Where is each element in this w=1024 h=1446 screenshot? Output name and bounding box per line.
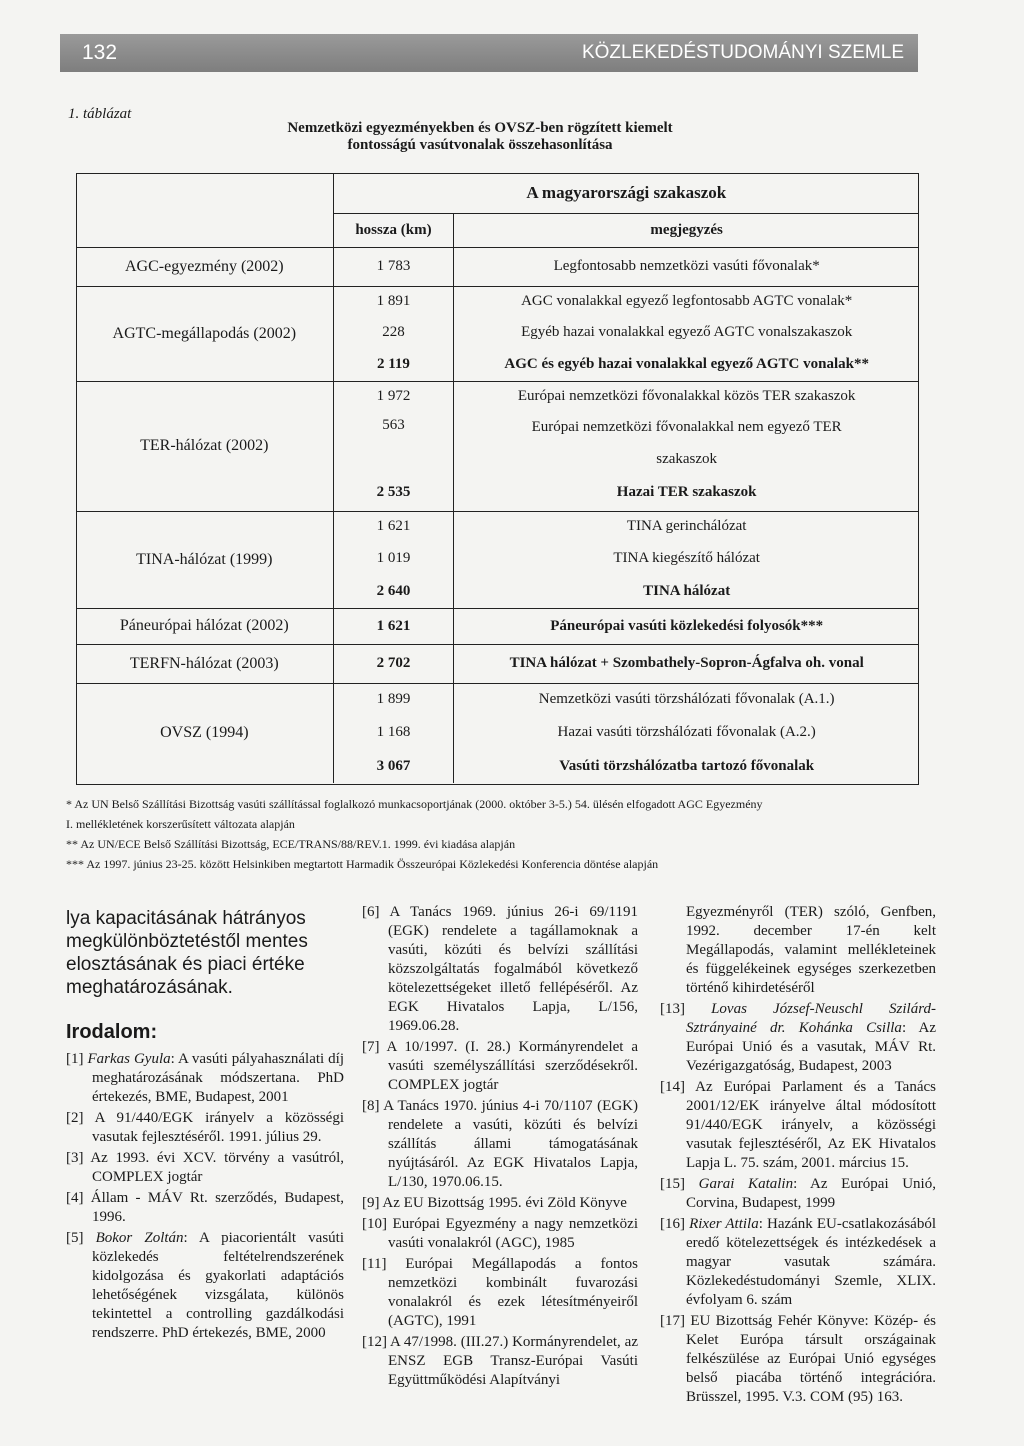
reference-item <box>66 1189 344 1227</box>
row-name: AGC-egyezmény (2002) <box>76 247 333 286</box>
table-footnotes <box>66 794 946 874</box>
table-row <box>76 381 919 411</box>
reference-item <box>66 1050 344 1107</box>
reference-text: Az 1993. évi XCV. törvény a vasútról, COMPLEX jogtár <box>90 1150 344 1185</box>
length-cell: 2 702 <box>333 644 454 683</box>
page-number: 132 <box>82 41 118 64</box>
reference-number: [17] <box>660 1313 691 1329</box>
note-cell: Páneurópai vasúti közlekedési folyosók*** <box>454 608 919 644</box>
group-header: A magyarországi szakaszok <box>333 173 919 213</box>
column-header-length: hossza (km) <box>333 213 454 247</box>
reference-item <box>66 1109 344 1147</box>
table-title <box>250 120 710 154</box>
length-cell: 2 535 <box>333 475 454 511</box>
reference-number: [1] <box>66 1051 88 1067</box>
journal-title: KÖZLEKEDÉSTUDOMÁNYI SZEMLE <box>581 42 904 63</box>
reference-text: A Tanács 1970. június 4-i 70/1107 (EGK) rendelete a vasúti, közúti és belvízi szállítás állami támogatásának nyújtásáról. Az EGK Hivatalos Lapja, L/130, 1970.06.15. <box>383 1098 638 1190</box>
length-cell: 2 119 <box>333 348 454 381</box>
length-cell: 1 019 <box>333 541 454 575</box>
length-cell: 1 899 <box>333 683 454 716</box>
note-cell: Vasúti törzshálózatba tartozó fővonalak <box>559 757 815 774</box>
text-column-2 <box>362 903 638 1392</box>
reference-item <box>362 1097 638 1192</box>
footnote: I. mellékletének korszerűsített változata alapján <box>66 817 295 831</box>
reference-text: : Az Európai Unió és a vasutak, MÁV Rt. Vezérigazgatóság, Budapest, 2003 <box>686 1020 936 1074</box>
reference-text: EU Bizottság Fehér Könyve: Közép- és Kelet Európa társult országainak felkészülése az Európai Unió egységes belső piacába történő integrációra. Brüsszel, 1995. V.3. COM (95) 163. <box>686 1313 936 1405</box>
note-line: Európai nemzetközi fővonalakkal nem egyező TER <box>531 419 842 435</box>
text-column-1 <box>66 903 344 1345</box>
reference-item <box>362 1215 638 1253</box>
reference-number: [11] <box>362 1256 406 1272</box>
comparison-table <box>76 173 919 783</box>
footnote: ** Az UN/ECE Belső Szállítási Bizottság, ECE/TRANS/88/REV.1. 1999. évi kiadása alapján <box>66 837 516 851</box>
length-cell: 1 168 <box>333 716 454 749</box>
row-name: AGTC-megállapodás (2002) <box>76 286 333 381</box>
reference-text: Európai Megállapodás a fontos nemzetközi kombinált fuvarozási vonalakról és ezek létesítményeiről (AGTC), 1991 <box>388 1256 639 1329</box>
row-name: TINA-hálózat (1999) <box>76 511 333 608</box>
reference-number: [7] <box>362 1039 387 1055</box>
reference-item <box>66 1229 344 1343</box>
reference-author: Farkas Gyula <box>87 1051 171 1067</box>
reference-text: Állam - MÁV Rt. szerződés, Budapest, 1996. <box>90 1190 344 1225</box>
reference-number: [13] <box>660 1001 712 1017</box>
references-heading: Irodalom: <box>66 1021 158 1043</box>
reference-item <box>362 1194 638 1213</box>
note-cell <box>454 411 919 475</box>
length-cell: 1 972 <box>333 381 454 411</box>
reference-item <box>362 1255 638 1331</box>
footnote: *** Az 1997. június 23-25. között Helsinkiben megtartott Harmadik Összeurópai Közlekedési Konferencia döntése alapján <box>66 857 659 871</box>
note-cell: TINA hálózat <box>643 582 731 599</box>
reference-item <box>660 1312 936 1407</box>
note-line: szakaszok <box>656 451 718 467</box>
note-cell: AGC és egyéb hazai vonalakkal egyező AGTC vonalak** <box>504 355 869 372</box>
row-name: TERFN-hálózat (2003) <box>76 644 333 683</box>
length-cell: 1 621 <box>333 511 454 541</box>
length-cell: 563 <box>333 411 454 475</box>
reference-number: [12] <box>362 1334 391 1350</box>
table-row <box>76 608 919 644</box>
length-cell: 1 783 <box>333 247 454 286</box>
table-title-line: fontosságú vasútvonalak összehasonlítása <box>347 137 613 153</box>
reference-item <box>660 1000 936 1076</box>
reference-item <box>362 903 638 1036</box>
table-row <box>76 286 919 316</box>
reference-author: Lovas József-Neuschl Szilárd-Sztrányainé dr. Kohánka Csilla <box>686 1001 936 1036</box>
length-cell: 1 621 <box>333 608 454 644</box>
table-corner-cell <box>76 173 333 247</box>
reference-item <box>660 1078 936 1173</box>
table-row <box>76 247 919 286</box>
note-cell: TINA hálózat + Szombathely-Sopron-Ágfalva oh. vonal <box>454 644 919 683</box>
reference-number: [15] <box>660 1176 699 1192</box>
note-cell: Hazai vasúti törzshálózati fővonalak (A.2.) <box>557 724 816 740</box>
note-cell: AGC vonalakkal egyező legfontosabb AGTC vonalak* <box>454 286 919 316</box>
table-row <box>76 511 919 541</box>
table-row <box>76 644 919 683</box>
table-label: 1. táblázat <box>68 106 132 122</box>
reference-item <box>362 1333 638 1390</box>
reference-item <box>660 1175 936 1213</box>
reference-text: : A piacorientált vasúti közlekedés feltételrendszerének kidolgozása és gyakorlati adaptációs lehetőségének vizsgálata, különös tekintettel a controlling gazdálkodási rendszerre. PhD értekezés, BME, 2000 <box>92 1230 344 1341</box>
table-row <box>76 683 919 716</box>
page-header <box>60 34 918 72</box>
reference-number: [2] <box>66 1110 95 1126</box>
note-cell: Európai nemzetközi fővonalakkal közös TER szakaszok <box>454 381 919 411</box>
reference-item <box>660 1215 936 1310</box>
note-cell: Egyéb hazai vonalakkal egyező AGTC vonalszakaszok <box>521 323 853 340</box>
column-header-note: megjegyzés <box>650 221 723 238</box>
reference-text: Az Európai Parlament és a Tanács 2001/12/EK irányelve által módosított 91/440/EGK irányelv, a közösségi vasutak fejlesztéséről, Az EK Hivatalos Lapja L. 75. szám, 2001. március 15. <box>686 1079 936 1171</box>
length-cell: 228 <box>333 316 454 348</box>
note-cell: Legfontosabb nemzetközi vasúti fővonalak* <box>454 247 919 286</box>
footnote: * Az UN Belső Szállítási Bizottság vasúti szállítással foglalkozó munkacsoportjának (2000. október 3-5.) 54. ülésén elfogadott AGC Egyezmény <box>66 797 763 811</box>
reference-number: [5] <box>66 1230 96 1246</box>
reference-text: A 10/1997. (I. 28.) Kormányrendelet a vasúti személyszállítási szerződésekről. COMPLEX jogtár <box>386 1039 638 1093</box>
lead-paragraph: lya kapacitásának hátrányos megkülönböztetéstől mentes elosztásának és piaci értéke meghatározásának. <box>66 908 308 998</box>
reference-text: A 91/440/EGK irányelv a közösségi vasutak fejlesztéséről. 1991. július 29. <box>92 1110 344 1145</box>
reference-text: A Tanács 1969. június 26-i 69/1191 (EGK) rendelete a tagállamoknak a vasúti, közúti és belvízi szállítási közszolgáltatás fogalmából következő kötelezettségeket illető fellépéséről. Az EGK Hivatalos Lapja, L/156, 1969.06.28. <box>388 904 638 1034</box>
text-column-3 <box>660 903 936 1409</box>
reference-item <box>66 1149 344 1187</box>
length-cell: 2 640 <box>333 575 454 608</box>
reference-number: [3] <box>66 1150 91 1166</box>
reference-number: [14] <box>660 1079 696 1095</box>
reference-text: Az EU Bizottság 1995. évi Zöld Könyve <box>382 1195 627 1211</box>
reference-number: [10] <box>362 1216 393 1232</box>
note-cell: TINA kiegészítő hálózat <box>613 549 760 566</box>
reference-number: [6] <box>362 904 390 920</box>
row-name: OVSZ (1994) <box>76 683 333 783</box>
reference-item <box>660 903 936 998</box>
reference-text: A 47/1998. (III.27.) Kormányrendelet, az ENSZ EGB Transz-Európai Vasúti Együttműködési Alapítványi <box>388 1334 638 1388</box>
reference-author: Rixer Attila <box>689 1216 759 1232</box>
row-name: Páneurópai hálózat (2002) <box>76 608 333 644</box>
note-cell: TINA gerinchálózat <box>454 511 919 541</box>
table-title-line: Nemzetközi egyezményekben és OVSZ-ben rögzített kiemelt <box>287 120 673 136</box>
reference-author: Bokor Zoltán <box>95 1230 184 1246</box>
note-cell: Nemzetközi vasúti törzshálózati fővonalak (A.1.) <box>454 683 919 716</box>
reference-number: [9] <box>362 1195 383 1211</box>
reference-text: : A vasúti pályahasználati díj meghatározásának módszertana. PhD értekezés, BME, Budapest, 2001 <box>92 1051 345 1105</box>
reference-text: Európai Egyezmény a nagy nemzetközi vasúti vonalakról (AGC), 1985 <box>388 1216 638 1251</box>
length-cell: 1 891 <box>333 286 454 316</box>
note-cell: Hazai TER szakaszok <box>616 484 757 501</box>
reference-number: [16] <box>660 1216 690 1232</box>
reference-number: [8] <box>362 1098 384 1114</box>
reference-number: [4] <box>66 1190 91 1206</box>
reference-item <box>362 1038 638 1095</box>
row-name: TER-hálózat (2002) <box>76 381 333 511</box>
reference-author: Garai Katalin <box>698 1176 794 1192</box>
reference-text: : Hazánk EU-csatlakozásából eredő kötelezettségek és intézkedések a magyar vasutak számára. Közlekedéstudományi Szemle, XLIX. évfolyam 6. szám <box>686 1216 937 1308</box>
reference-text: : Az Európai Unió, Corvina, Budapest, 1999 <box>686 1176 936 1211</box>
length-cell: 3 067 <box>333 749 454 783</box>
reference-text: Egyezményről (TER) szóló, Genfben, 1992. december 17-én kelt Megállapodás, valamint mellékleteinek és függelékeinek egységes szerkezetben történő kihirdetéséről <box>686 904 936 996</box>
